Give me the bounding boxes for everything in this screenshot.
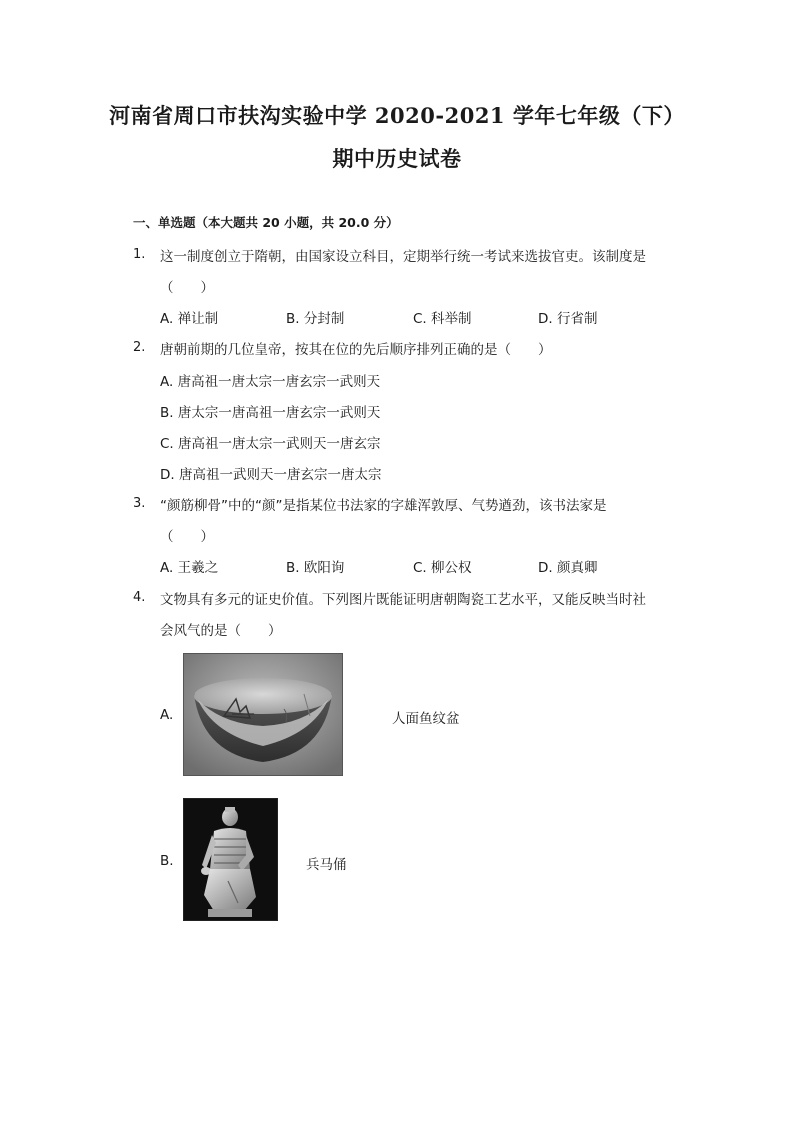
question-2-stem: 唐朝前期的几位皇帝，按其在位的先后顺序排列正确的是（ ） [160, 342, 552, 358]
question-2-option-c[interactable]: C. 唐高祖一唐太宗一武则天一唐玄宗 [160, 436, 381, 452]
pottery-bowl-icon [184, 654, 342, 775]
question-4-option-b[interactable]: B. [160, 853, 174, 869]
question-2-option-b[interactable]: B. 唐太宗一唐高祖一唐玄宗一武则天 [160, 405, 381, 421]
question-3-stem: “颜筋柳骨”中的“颜”是指某位书法家的字雄浑敦厚、气势遒劲，该书法家是 [160, 498, 607, 514]
question-2-option-d[interactable]: D. 唐高祖一武则天一唐玄宗一唐太宗 [160, 467, 382, 483]
question-3-option-b[interactable]: B. 欧阳询 [286, 560, 345, 576]
question-3-option-a[interactable]: A. 王羲之 [160, 560, 219, 576]
question-1-stem-cont: （ ） [160, 280, 214, 296]
pottery-bowl-image[interactable] [183, 653, 343, 776]
question-4-number: 4. [133, 590, 146, 605]
question-3-option-d[interactable]: D. 颜真卿 [538, 560, 598, 576]
question-1-number: 1. [133, 247, 146, 262]
question-4-stem: 文物具有多元的证史价值。下列图片既能证明唐朝陶瓷工艺水平，又能反映当时社 [160, 592, 646, 608]
terracotta-warrior-image[interactable] [183, 798, 278, 921]
question-4-option-b-caption: 兵马俑 [306, 857, 347, 873]
question-3-stem-cont: （ ） [160, 529, 214, 545]
question-3-number: 3. [133, 496, 146, 511]
question-3-option-c[interactable]: C. 柳公权 [413, 560, 472, 576]
question-1-stem: 这一制度创立于隋朝，由国家设立科目，定期举行统一考试来选拔官吏。该制度是 [160, 249, 646, 265]
question-4-option-a-caption: 人面鱼纹盆 [392, 711, 460, 727]
question-2-option-a[interactable]: A. 唐高祖一唐太宗一唐玄宗一武则天 [160, 374, 381, 390]
exam-title-line1: 河南省周口市扶沟实验中学 2020-2021 学年七年级（下） [109, 103, 685, 128]
question-1-option-a[interactable]: A. 禅让制 [160, 311, 219, 327]
exam-title-line2: 期中历史试卷 [332, 146, 462, 171]
question-1-option-d[interactable]: D. 行省制 [538, 311, 598, 327]
question-4-option-a[interactable]: A. [160, 707, 174, 723]
question-2-number: 2. [133, 340, 146, 355]
terracotta-warrior-icon [184, 799, 277, 920]
question-4-stem-cont: 会风气的是（ ） [160, 623, 282, 639]
question-1-option-b[interactable]: B. 分封制 [286, 311, 345, 327]
section-heading: 一、单选题（本大题共 20 小题，共 20.0 分） [133, 215, 399, 230]
question-1-option-c[interactable]: C. 科举制 [413, 311, 472, 327]
